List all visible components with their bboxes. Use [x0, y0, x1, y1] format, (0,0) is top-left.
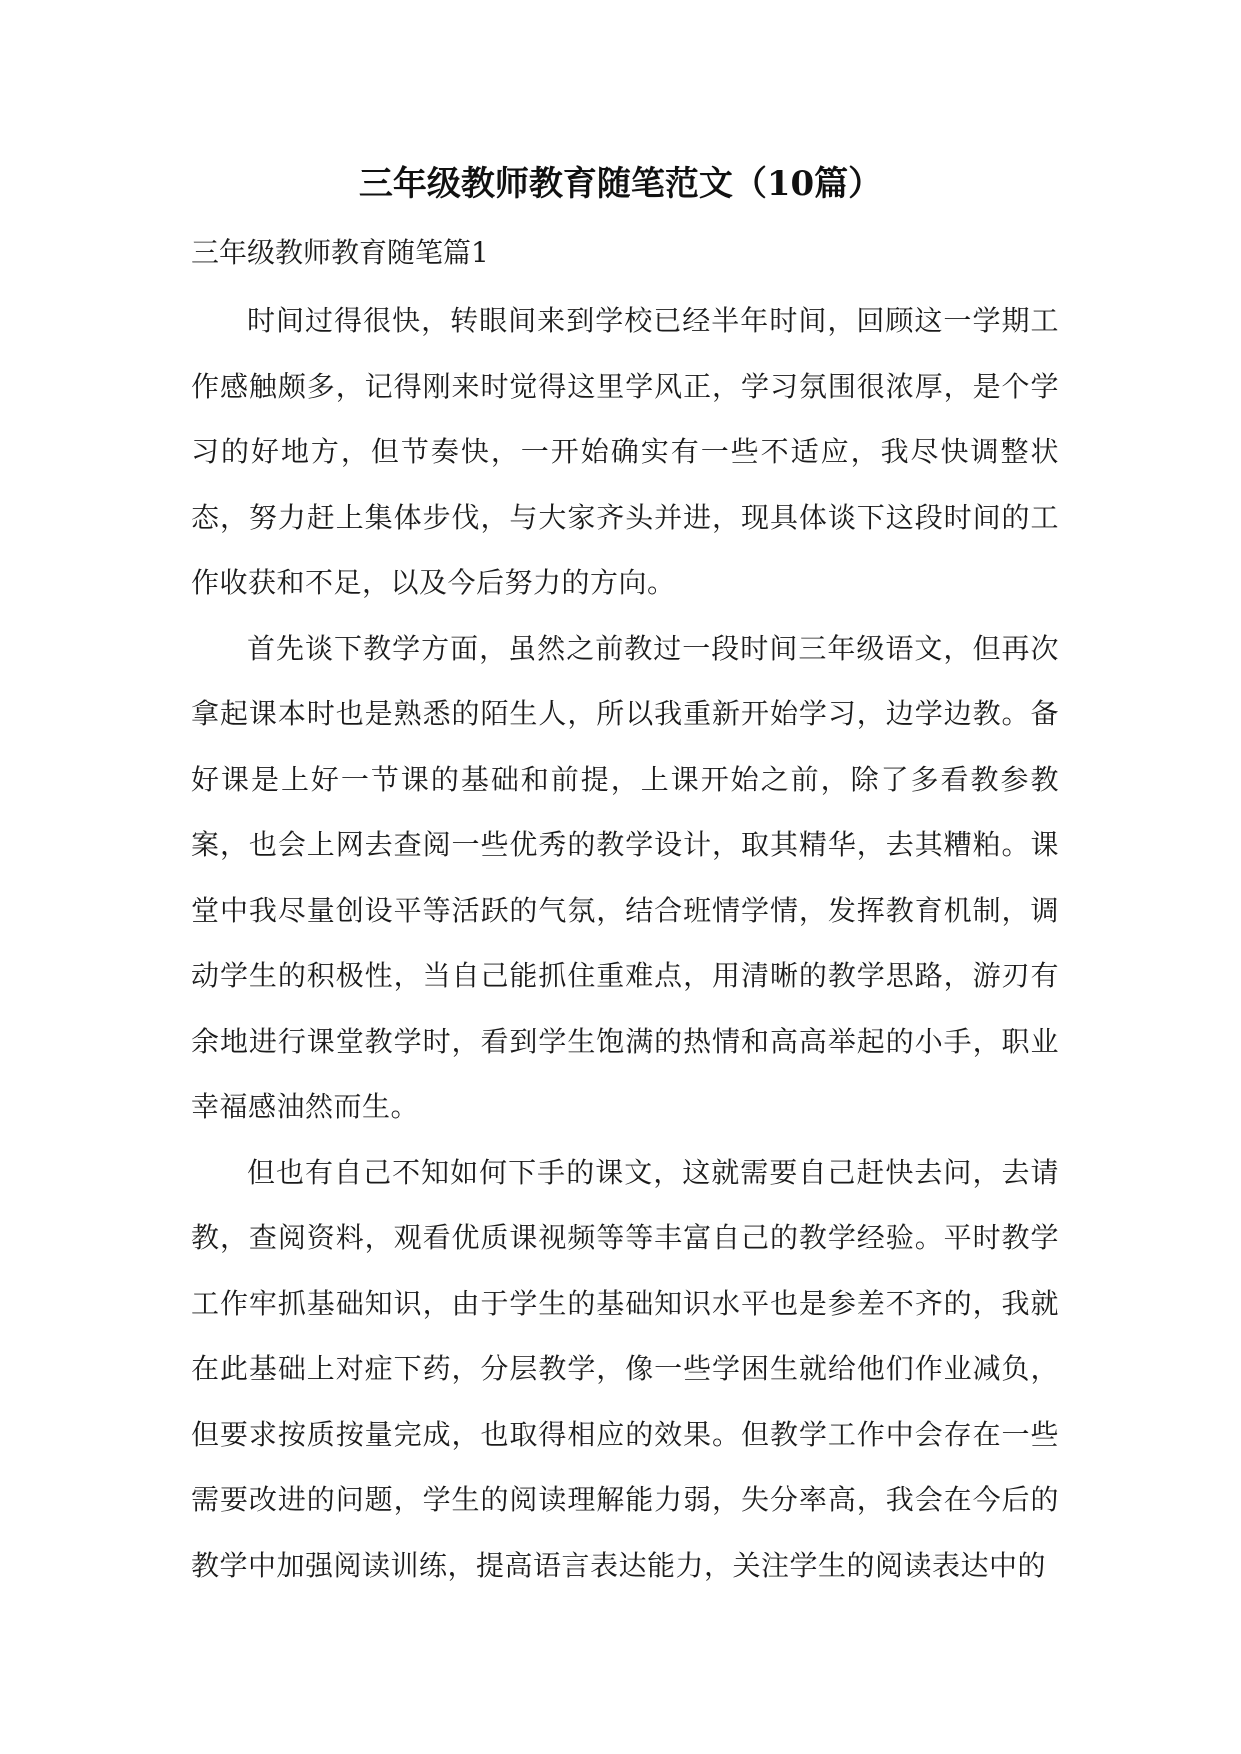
section-heading: 三年级教师教育随笔篇1 [191, 236, 489, 269]
page-title: 三年级教师教育随笔范文（10篇） [358, 164, 883, 204]
paragraph-3: 但也有自己不知如何下手的课文，这就需要自己赶快去问，去请教，查阅资料，观看优质课视频等等丰富自己的教学经验。平时教学工作牢抓基础知识，由于学生的基础知识水平也是参差不齐的，我就在此基础上对症下药，分层教学，像一些学困生就给他们作业减负，但要求按质按量完成，也取得相应的效果。但教学工作中会存在一些需要改进的问题，学生的阅读理解能力弱，失分率高，我会在今后的教学中加强阅读训练，提高语言表达能力，关注学生的阅读表达中的 [191, 1155, 1059, 1582]
paragraph-1: 时间过得很快，转眼间来到学校已经半年时间，回顾这一学期工作感触颇多，记得刚来时觉得这里学风正，学习氛围很浓厚，是个学习的好地方，但节奏快，一开始确实有一些不适应，我尽快调整状态，努力赶上集体步伐，与大家齐头并进，现具体谈下这段时间的工作收获和不足，以及今后努力的方向。 [191, 304, 1059, 599]
document-body [191, 228, 1059, 1598]
paragraph-2: 首先谈下教学方面，虽然之前教过一段时间三年级语文，但再次拿起课本时也是熟悉的陌生人，所以我重新开始学习，边学边教。备好课是上好一节课的基础和前提，上课开始之前，除了多看教参教案，也会上网去查阅一些优秀的教学设计，取其精华，去其糟粕。课堂中我尽量创设平等活跃的气氛，结合班情学情，发挥教育机制，调动学生的积极性，当自己能抓住重难点，用清晰的教学思路，游刃有余地进行课堂教学时，看到学生饱满的热情和高高举起的小手，职业幸福感油然而生。 [191, 631, 1059, 1123]
